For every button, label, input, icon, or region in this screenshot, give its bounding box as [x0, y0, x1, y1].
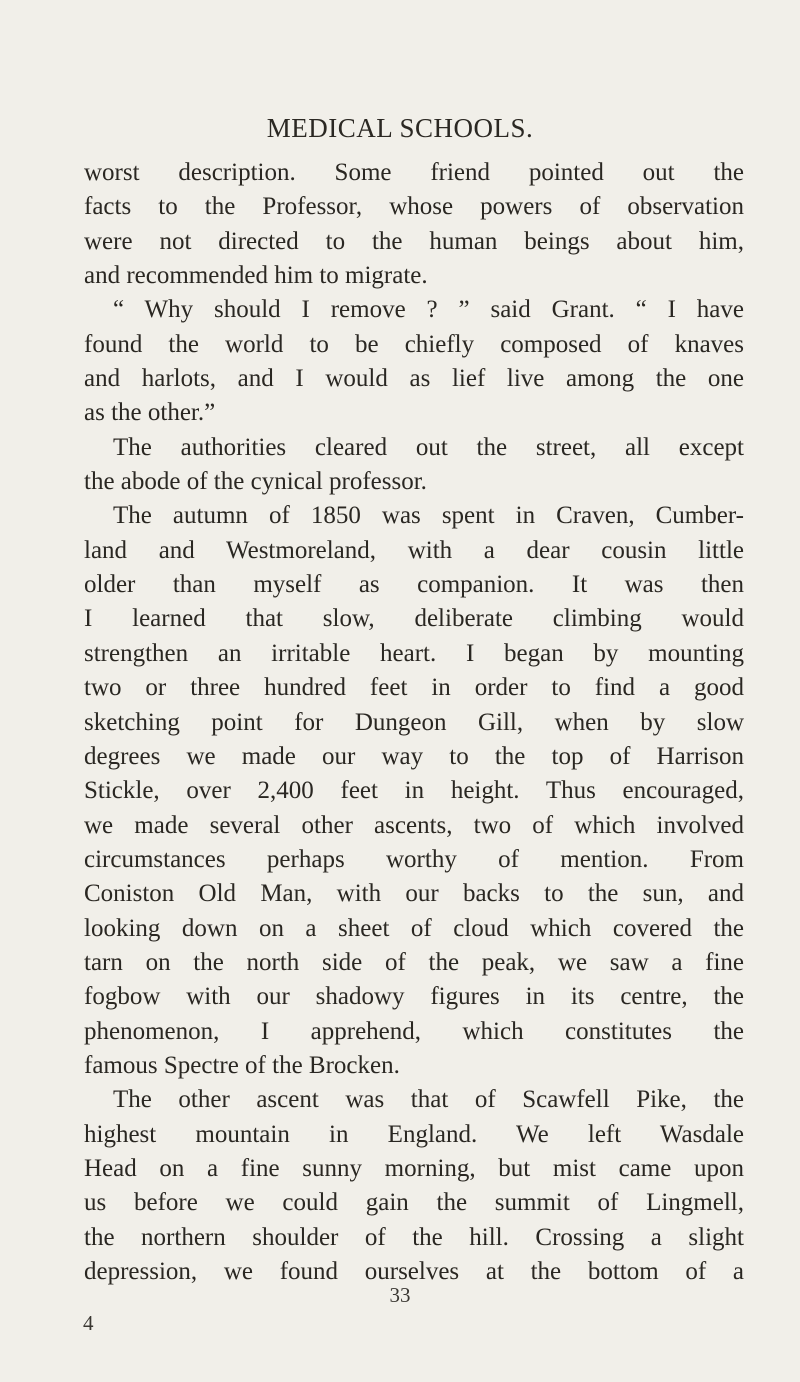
text-line: The other ascent was that of Scawfell Pike, the	[113, 1086, 744, 1114]
text-line: The autumn of 1850 was spent in Craven, Cumber-	[113, 502, 744, 530]
running-head: MEDICAL SCHOOLS.	[266, 113, 534, 143]
body-text	[84, 156, 744, 1289]
text-line: sketching point for Dungeon Gill, when by slow	[84, 708, 744, 736]
text-line: looking down on a sheet of cloud which covered the	[84, 914, 744, 942]
signature-mark: 4	[83, 1311, 94, 1335]
text-line: we made several other ascents, two of which involved	[84, 811, 744, 839]
text-line: I learned that slow, deliberate climbing would	[84, 605, 744, 633]
text-line: phenomenon, I apprehend, which constitutes the	[84, 1017, 744, 1045]
text-line: highest mountain in England. We left Wasdale	[84, 1120, 744, 1148]
text-line: facts to the Professor, whose powers of observation	[84, 193, 744, 221]
text-line: strengthen an irritable heart. I began by mounting	[84, 639, 744, 667]
text-line: Coniston Old Man, with our backs to the sun, and	[84, 880, 744, 908]
text-line: found the world to be chiefly composed of knaves	[84, 330, 744, 358]
text-line: circumstances perhaps worthy of mention. From	[84, 845, 744, 873]
text-line: famous Spectre of the Brocken.	[84, 1051, 400, 1079]
text-line: tarn on the north side of the peak, we saw a fine	[84, 948, 744, 976]
text-line: us before we could gain the summit of Lingmell,	[84, 1189, 744, 1217]
text-line: Stickle, over 2,400 feet in height. Thus encouraged,	[84, 777, 744, 805]
text-line: degrees we made our way to the top of Harrison	[84, 742, 744, 770]
text-line: fogbow with our shadowy figures in its centre, the	[84, 983, 744, 1011]
text-line: were not directed to the human beings about him,	[84, 227, 744, 255]
text-line: older than myself as companion. It was then	[84, 571, 744, 599]
text-line: the northern shoulder of the hill. Crossing a slight	[84, 1223, 744, 1251]
text-line: two or three hundred feet in order to find a good	[84, 674, 744, 702]
text-line: and harlots, and I would as lief live among the one	[84, 365, 744, 393]
text-line: land and Westmoreland, with a dear cousin little	[84, 536, 744, 564]
text-line: the abode of the cynical professor.	[84, 468, 427, 496]
text-line: as the other.”	[84, 399, 216, 427]
text-line: and recommended him to migrate.	[84, 262, 428, 290]
text-line: “ Why should I remove ? ” said Grant. “ I have	[113, 296, 744, 324]
text-line: Head on a fine sunny morning, but mist came upon	[84, 1154, 744, 1182]
page-number: 33	[389, 1283, 411, 1307]
text-line: depression, we found ourselves at the bottom of a	[84, 1258, 744, 1285]
text-line: worst description. Some friend pointed out the	[84, 159, 744, 186]
text-line: The authorities cleared out the street, all except	[113, 433, 744, 461]
